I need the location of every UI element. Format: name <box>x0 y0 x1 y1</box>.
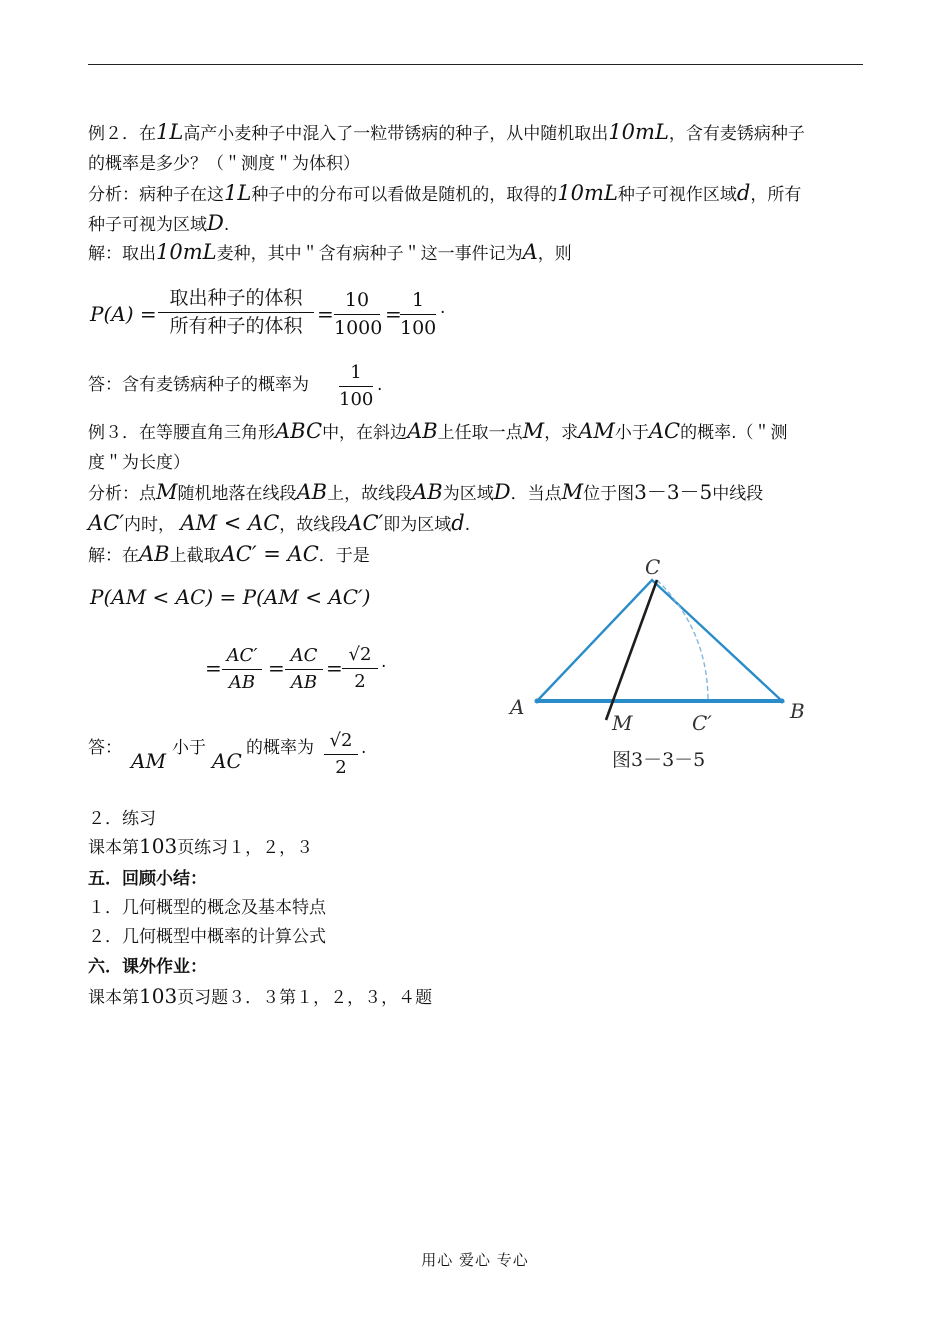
ex3-eq-1: = <box>205 656 222 680</box>
review-item-2: ２．几何概型中概率的计算公式 <box>88 927 326 947</box>
ex2-dot: . <box>440 298 446 318</box>
ex3-eq-2: = <box>268 656 285 680</box>
ex3-answer-dot: . <box>361 738 367 758</box>
ex2-line1: 例２．在1L高产小麦种子中混入了一粒带锈病的种子，从中随机取出10mL，含有麦锈病种子 <box>88 120 805 144</box>
ex3-answer-am: AM <box>131 749 166 773</box>
triangle-abc <box>537 580 782 701</box>
ex2-answer-dot: . <box>377 375 383 395</box>
label-b: B <box>790 699 805 723</box>
practice-title: ２．练习 <box>88 809 156 829</box>
ex3-fraction-2: AC AB <box>285 647 323 692</box>
header-rule <box>88 64 863 65</box>
homework-text: 课本第103页习题３．３第１，２，３，４题 <box>88 984 433 1008</box>
review-title: 五．回顾小结： <box>88 869 207 889</box>
ex3-dot: . <box>381 652 387 672</box>
ex2-line2: 的概率是多少？（＂测度＂为体积） <box>88 154 360 174</box>
page-footer: 用心 爱心 专心 <box>421 1251 529 1269</box>
ex2-fraction-2: 10 1000 <box>334 289 383 339</box>
ex3-answer-less: 小于 <box>172 738 206 758</box>
homework-title: 六．课外作业： <box>88 957 207 977</box>
ex3-line4: AC′内时， AM < AC，故线段AC′即为区域d. <box>88 511 471 535</box>
ex3-line2: 度＂为长度） <box>88 453 190 473</box>
arc-c-to-c-prime <box>657 580 708 701</box>
ex2-line5: 解：取出10mL麦种，其中＂含有病种子＂这一事件记为A，则 <box>88 240 572 264</box>
ex2-line3: 分析：病种子在这1L种子中的分布可以看做是随机的，取得的10mL种子可视作区域d，所有 <box>88 181 802 205</box>
ex3-fraction-1: AC′ AB <box>222 647 262 692</box>
ex3-fraction-3: √2 2 <box>342 646 378 691</box>
triangle-figure <box>500 550 830 780</box>
ex3-answer-ac: AC <box>212 749 242 773</box>
ex2-answer: 答：含有麦锈病种子的概率为 <box>88 375 309 395</box>
ex3-answer-fraction: √2 2 <box>324 732 358 777</box>
practice-text: 课本第103页练习１，２，３ <box>88 834 314 858</box>
point-b <box>780 699 785 704</box>
ex2-fraction-1: 取出种子的体积 所有种子的体积 <box>158 289 314 336</box>
label-c: C <box>645 555 661 579</box>
ex3-line5: 解：在AB上截取AC′ = AC．于是 <box>88 542 370 566</box>
ex2-pa-label: P(A) = <box>90 302 157 326</box>
ex3-prob-eq: P(AM < AC) = P(AM < AC′) <box>90 585 371 609</box>
figure-caption: 图3－3－5 <box>612 749 706 771</box>
point-a <box>535 699 540 704</box>
label-c-prime: C′ <box>692 711 712 735</box>
ex2-line4: 种子可视为区域D. <box>88 211 230 235</box>
label-a: A <box>510 695 525 719</box>
ex2-eq-1: = <box>317 302 334 326</box>
review-item-1: １．几何概型的概念及基本特点 <box>88 898 326 918</box>
label-m: M <box>612 711 633 735</box>
ex3-eq-3: = <box>326 656 343 680</box>
ex3-line1: 例３．在等腰直角三角形ABC中，在斜边AB上任取一点M，求AM小于AC的概率.（＂测 <box>88 419 788 443</box>
ex3-line3: 分析：点M随机地落在线段AB上，故线段AB为区域D．当点M位于图3－3－5中线段 <box>88 480 764 504</box>
ex2-eq-2: = <box>385 302 402 326</box>
ex2-fraction-3: 1 100 <box>400 289 437 339</box>
ex3-answer-label: 答： <box>88 738 122 758</box>
ex2-answer-fraction: 1 100 <box>339 362 374 410</box>
ex3-answer-prob: 的概率为 <box>246 738 314 758</box>
